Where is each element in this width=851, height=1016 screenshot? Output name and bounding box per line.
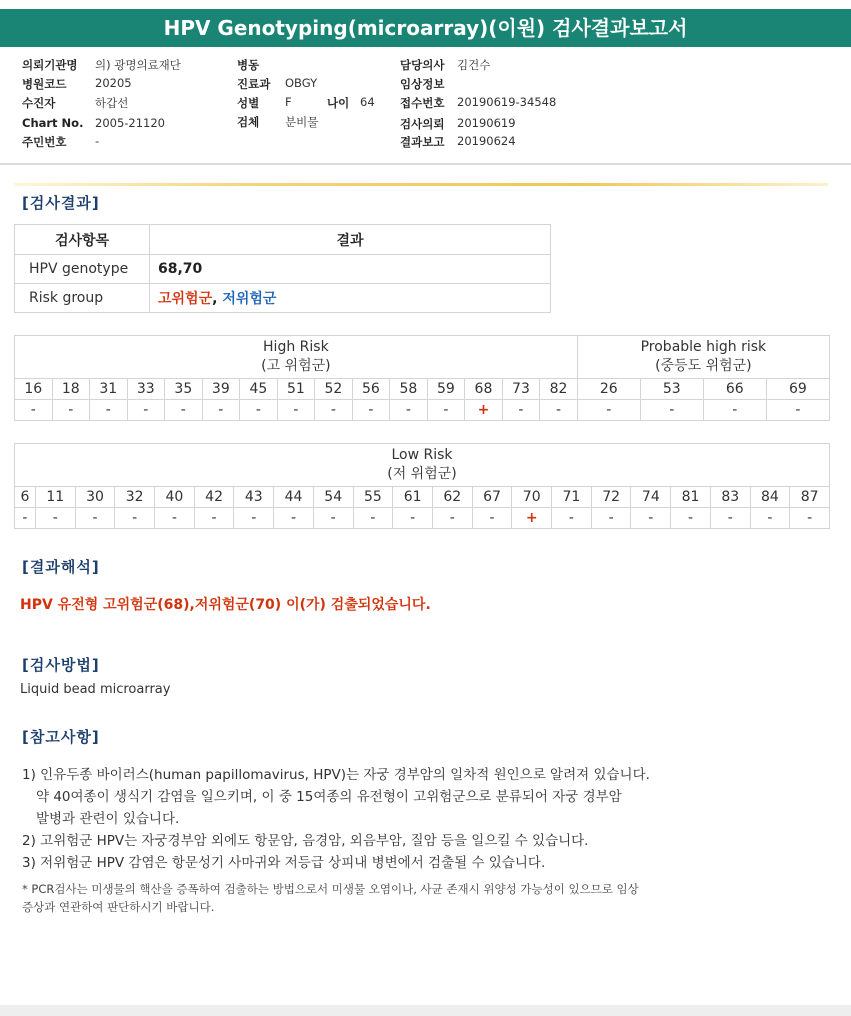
- high-risk-grid: [14, 335, 830, 421]
- high-risk-header: [15, 336, 578, 379]
- table-row: [15, 255, 551, 284]
- genotype-cell: 71: [552, 487, 592, 508]
- genotype-mark: -: [427, 400, 465, 421]
- genotype-cell: 70: [512, 487, 552, 508]
- genotype-cell: 68: [465, 379, 503, 400]
- accent-divider: [14, 183, 828, 186]
- genotype-mark: -: [165, 400, 203, 421]
- footnote-line-1: * PCR검사는 미생물의 핵산을 증폭하여 검출하는 방법으로서 미생물 오염이나, 사균 존재시 위양성 가능성이 있으므로 임상: [22, 882, 639, 896]
- chart-label: Chart No.: [22, 116, 84, 130]
- probable-risk-subtitle: (중등도 위험군): [655, 358, 752, 374]
- low-risk-subtitle: (저 위험군): [387, 466, 457, 482]
- receipt-label: 접수번호: [400, 96, 445, 110]
- reference-list: [22, 764, 650, 874]
- genotype-mark: -: [640, 400, 703, 421]
- risk-low-text: 저위험군: [222, 291, 277, 307]
- genotype-mark: -: [393, 508, 433, 529]
- reference-line-4: 2) 고위험군 HPV는 자궁경부암 외에도 항문암, 음경암, 외음부암, 질암 등을 일으킬 수 있습니다.: [22, 833, 589, 849]
- genotype-cell: 55: [353, 487, 393, 508]
- genotype-mark: -: [194, 508, 234, 529]
- genotype-mark: -: [540, 400, 578, 421]
- genotype-mark: -: [274, 508, 314, 529]
- genotype-mark: -: [710, 508, 750, 529]
- genotype-cell: 82: [540, 379, 578, 400]
- genotype-mark: -: [591, 508, 631, 529]
- genotype-cell: 45: [240, 379, 278, 400]
- report-title: HPV Genotyping(microarray)(이원) 검사결과보고서: [0, 9, 851, 47]
- age-label: 나이: [327, 96, 350, 110]
- genotype-cell: 74: [631, 487, 671, 508]
- age-value: 64: [360, 95, 375, 109]
- genotype-cell: 30: [75, 487, 115, 508]
- genotype-cell: 33: [127, 379, 165, 400]
- genotype-cell: 31: [90, 379, 128, 400]
- hospital-code-value: 20205: [95, 76, 132, 90]
- chart-value: 2005-21120: [95, 116, 165, 130]
- genotype-mark: -: [35, 508, 75, 529]
- high-risk-title: High Risk: [263, 339, 329, 355]
- genotype-mark: -: [703, 400, 766, 421]
- institution-value: 의) 광명의료재단: [95, 58, 181, 72]
- reference-line-1: 1) 인유두종 바이러스(human papillomavirus, HPV)는 자궁 경부암의 일차적 원인으로 알려져 있습니다.: [22, 767, 650, 783]
- genotype-cell: 84: [750, 487, 790, 508]
- genotype-cell: 83: [710, 487, 750, 508]
- row-genotype-label: HPV genotype: [15, 255, 150, 284]
- genotype-cell: 58: [390, 379, 428, 400]
- genotype-cell: 67: [472, 487, 512, 508]
- specimen-label: 검체: [237, 115, 260, 129]
- genotype-cell: 72: [591, 487, 631, 508]
- section-method-title: [검사방법]: [22, 656, 100, 674]
- table-row: [15, 284, 551, 313]
- report-date-label: 결과보고: [400, 135, 445, 149]
- genotype-mark: -: [115, 508, 155, 529]
- risk-high-text: 고위험군: [158, 291, 213, 307]
- sex-label: 성별: [237, 96, 260, 110]
- genotype-cell: 42: [194, 487, 234, 508]
- genotype-cell: 56: [352, 379, 390, 400]
- row-genotype-value: 68,70: [150, 255, 551, 284]
- probable-risk-header: [577, 336, 829, 379]
- section-result-title: [검사결과]: [22, 194, 100, 212]
- interpretation-text: HPV 유전형 고위험군(68),저위험군(70) 이(가) 검출되었습니다.: [20, 597, 431, 613]
- genotype-mark: -: [15, 508, 36, 529]
- genotype-cell: 66: [703, 379, 766, 400]
- genotype-mark: -: [750, 508, 790, 529]
- footnote: [22, 880, 639, 916]
- genotype-mark: -: [234, 508, 274, 529]
- genotype-mark: -: [90, 400, 128, 421]
- low-type-row: [15, 487, 830, 508]
- genotype-cell: 51: [277, 379, 315, 400]
- genotype-cell: 18: [52, 379, 90, 400]
- row-risk-value: [150, 284, 551, 313]
- genotype-cell: 16: [15, 379, 53, 400]
- genotype-mark: +: [512, 508, 552, 529]
- dept-value: OBGY: [285, 76, 318, 90]
- row-risk-label: Risk group: [15, 284, 150, 313]
- genotype-mark: -: [390, 400, 428, 421]
- id-label: 주민번호: [22, 135, 67, 149]
- low-risk-header: [15, 444, 830, 487]
- genotype-mark: -: [15, 400, 53, 421]
- genotype-cell: 69: [766, 379, 829, 400]
- genotype-cell: 87: [790, 487, 830, 508]
- sex-value: F: [285, 95, 292, 109]
- genotype-mark: -: [155, 508, 195, 529]
- patient-value: 하갑선: [95, 96, 129, 110]
- genotype-cell: 43: [234, 487, 274, 508]
- footer-bar: [0, 1005, 851, 1016]
- clinical-label: 임상정보: [400, 77, 445, 91]
- genotype-mark: -: [552, 508, 592, 529]
- genotype-cell: 54: [313, 487, 353, 508]
- dept-label: 진료과: [237, 77, 271, 91]
- risk-separator: ,: [212, 291, 223, 307]
- high-type-row: [15, 379, 830, 400]
- genotype-cell: 40: [155, 487, 195, 508]
- request-value: 20190619: [457, 116, 516, 130]
- genotype-cell: 52: [315, 379, 353, 400]
- reference-line-3: 발병과 관련이 있습니다.: [36, 811, 180, 827]
- genotype-mark: -: [432, 508, 472, 529]
- genotype-mark: -: [202, 400, 240, 421]
- genotype-cell: 32: [115, 487, 155, 508]
- low-risk-grid: [14, 443, 830, 529]
- genotype-mark: +: [465, 400, 503, 421]
- probable-risk-title: Probable high risk: [640, 339, 767, 355]
- genotype-cell: 35: [165, 379, 203, 400]
- report-date-value: 20190624: [457, 134, 516, 148]
- hospital-code-label: 병원코드: [22, 77, 67, 91]
- section-interpretation-title: [결과해석]: [22, 558, 100, 576]
- genotype-mark: -: [790, 508, 830, 529]
- request-label: 검사의뢰: [400, 117, 445, 131]
- genotype-mark: -: [352, 400, 390, 421]
- genotype-cell: 81: [671, 487, 711, 508]
- low-risk-title: Low Risk: [391, 447, 453, 463]
- genotype-mark: -: [577, 400, 640, 421]
- section-reference-title: [참고사항]: [22, 728, 100, 746]
- footnote-line-2: 증상과 연관하여 판단하시기 바랍니다.: [22, 900, 215, 914]
- reference-line-2: 약 40여종이 생식기 감염을 일으키며, 이 중 15여종의 유전형이 고위험군으로 분류되어 자궁 경부암: [36, 789, 622, 805]
- genotype-cell: 26: [577, 379, 640, 400]
- genotype-mark: -: [277, 400, 315, 421]
- high-risk-subtitle: (고 위험군): [261, 358, 331, 374]
- ward-label: 병동: [237, 58, 260, 72]
- institution-label: 의뢰기관명: [22, 58, 78, 72]
- genotype-mark: -: [631, 508, 671, 529]
- genotype-cell: 62: [432, 487, 472, 508]
- genotype-cell: 6: [15, 487, 36, 508]
- genotype-mark: -: [52, 400, 90, 421]
- low-mark-row: [15, 508, 830, 529]
- doctor-label: 담당의사: [400, 58, 445, 72]
- high-mark-row: [15, 400, 830, 421]
- genotype-mark: -: [75, 508, 115, 529]
- doctor-value: 김건수: [457, 58, 491, 72]
- genotype-mark: -: [127, 400, 165, 421]
- genotype-cell: 59: [427, 379, 465, 400]
- genotype-cell: 11: [35, 487, 75, 508]
- patient-label: 수진자: [22, 96, 56, 110]
- result-header-result: 결과: [150, 225, 551, 255]
- genotype-mark: -: [766, 400, 829, 421]
- genotype-mark: -: [472, 508, 512, 529]
- genotype-cell: 44: [274, 487, 314, 508]
- genotype-mark: -: [240, 400, 278, 421]
- reference-line-5: 3) 저위험군 HPV 감염은 항문성기 사마귀와 저등급 상피내 병변에서 검출될 수 있습니다.: [22, 855, 546, 871]
- genotype-cell: 73: [502, 379, 540, 400]
- genotype-mark: -: [315, 400, 353, 421]
- genotype-cell: 53: [640, 379, 703, 400]
- method-text: Liquid bead microarray: [20, 682, 171, 697]
- specimen-value: 분비물: [285, 115, 319, 129]
- genotype-mark: -: [313, 508, 353, 529]
- genotype-mark: -: [353, 508, 393, 529]
- divider: [0, 163, 851, 165]
- genotype-cell: 61: [393, 487, 433, 508]
- id-value: -: [95, 134, 100, 148]
- genotype-mark: -: [502, 400, 540, 421]
- result-header-item: 검사항목: [15, 225, 150, 255]
- receipt-value: 20190619-34548: [457, 95, 557, 109]
- genotype-cell: 39: [202, 379, 240, 400]
- genotype-mark: -: [671, 508, 711, 529]
- result-table: [14, 224, 551, 313]
